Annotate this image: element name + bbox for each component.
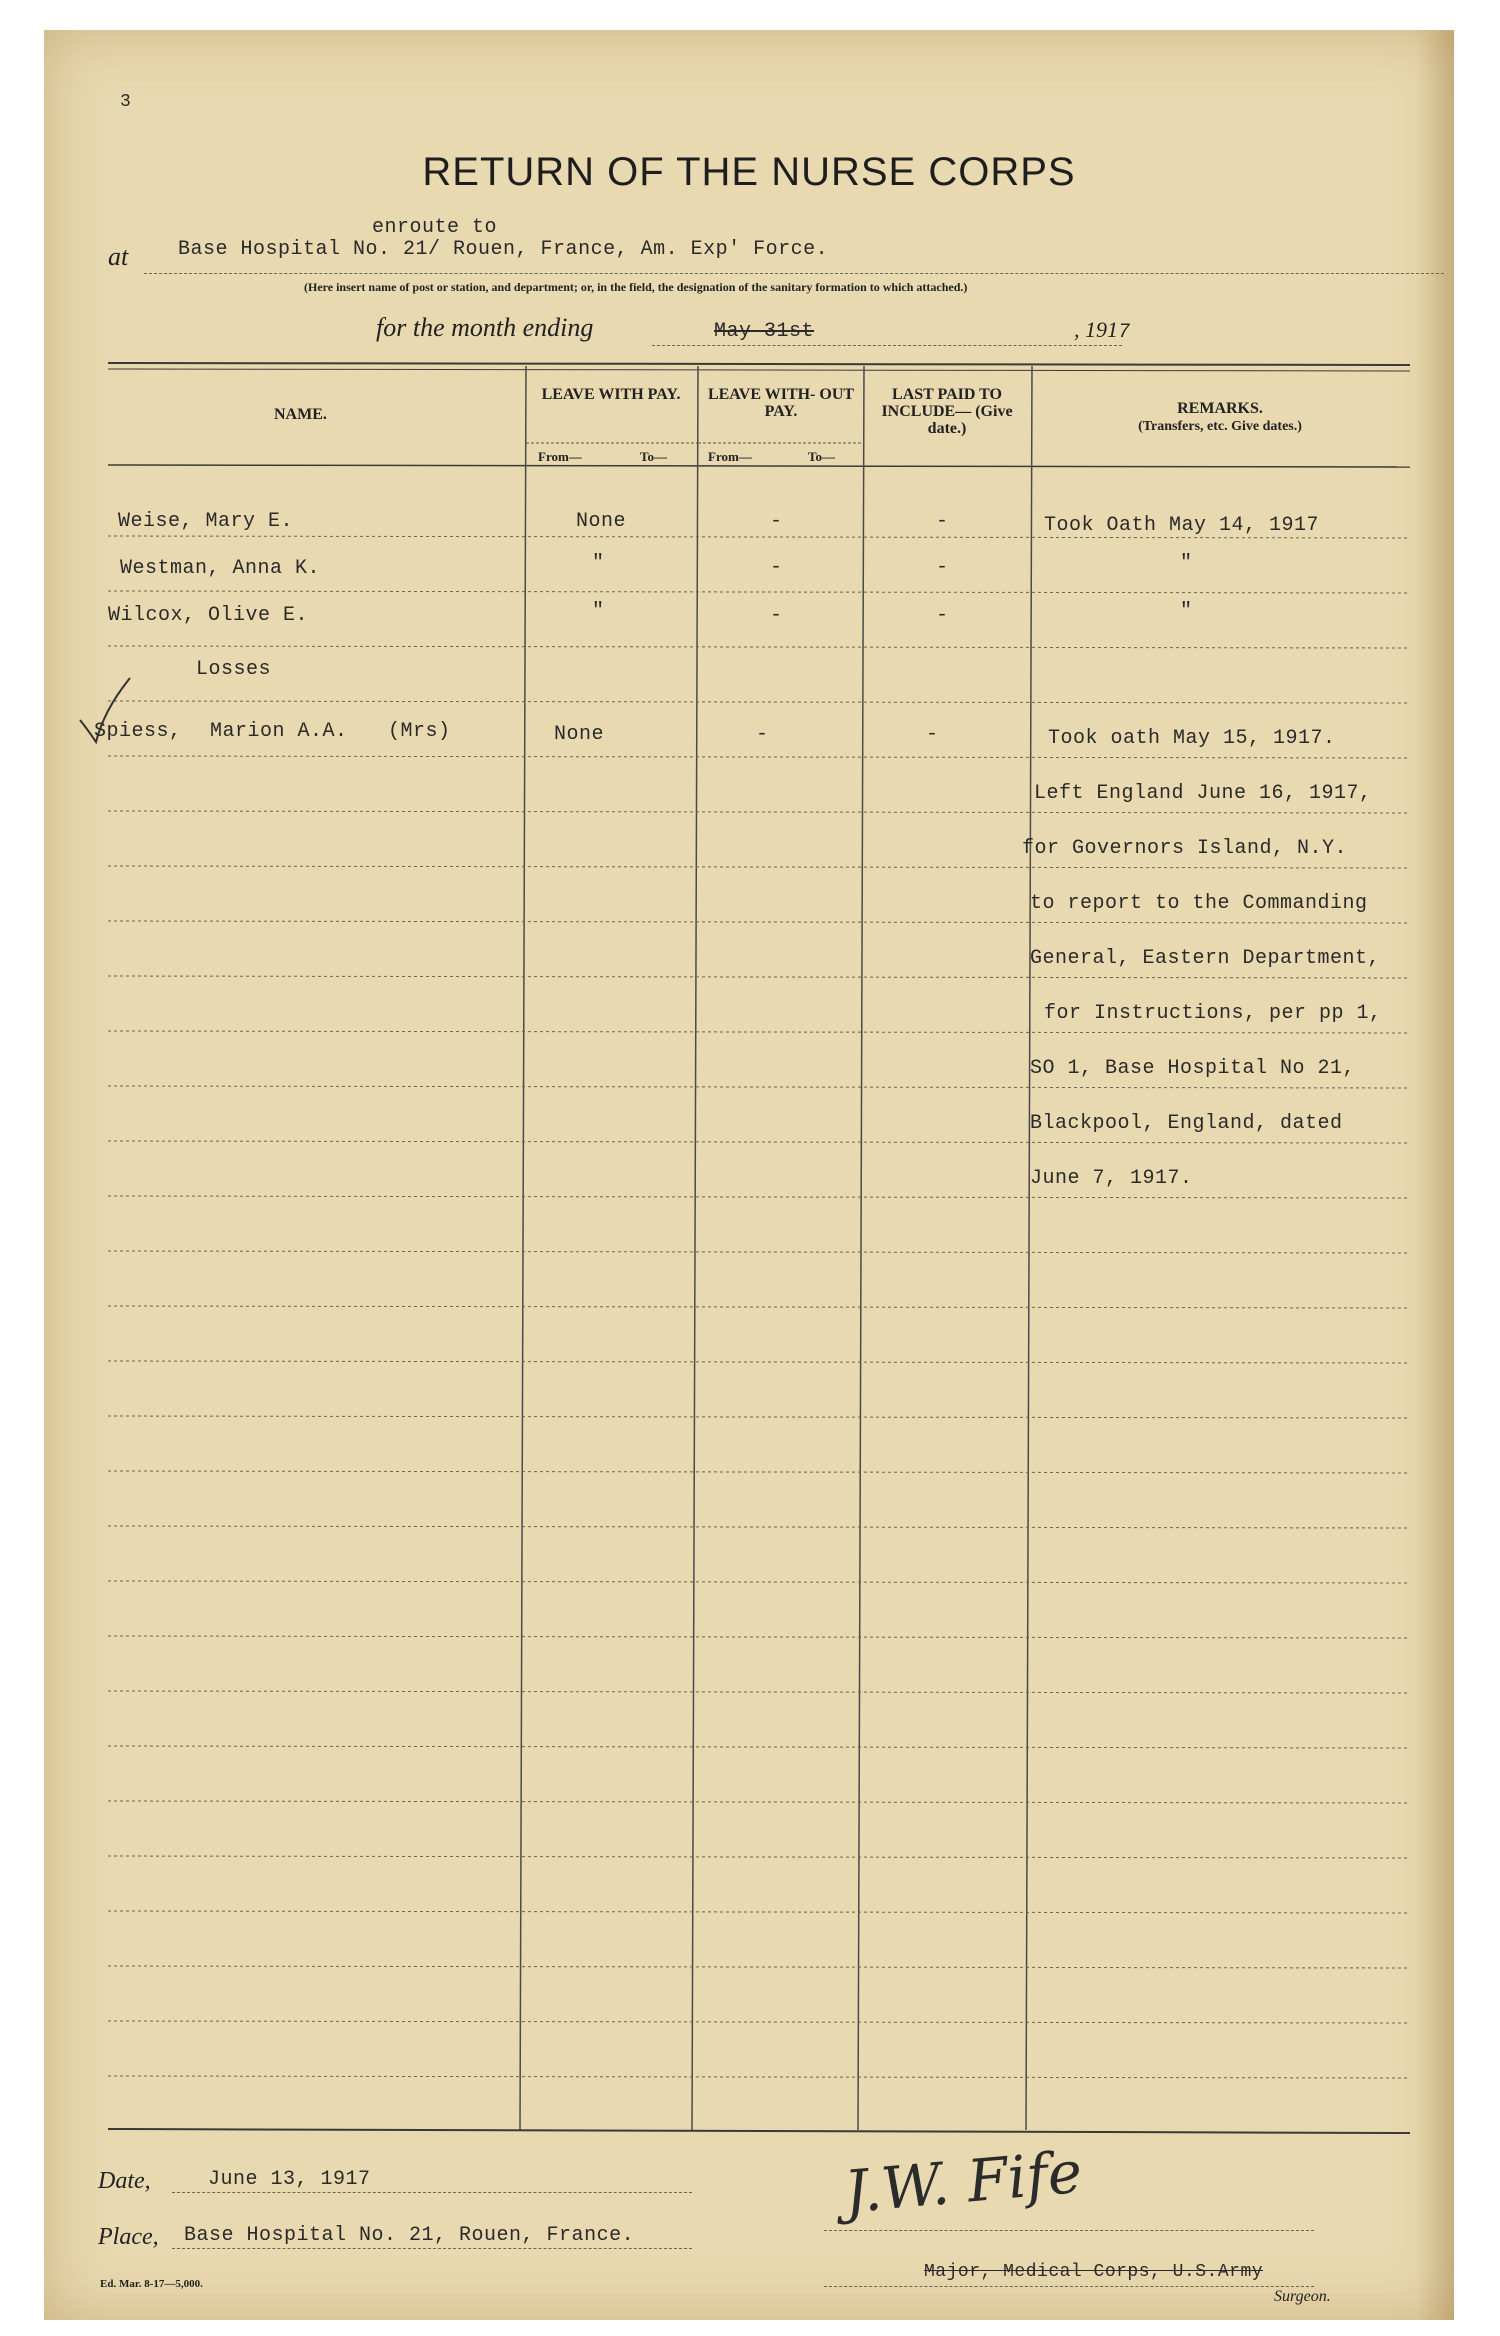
ruled-line	[108, 1636, 1410, 1638]
loss-remark-line: June 7, 1917.	[1030, 1167, 1193, 1190]
form-title: RETURN OF THE NURSE CORPS	[422, 150, 1076, 194]
signature: J.W. Fife	[841, 2137, 1085, 2227]
ruled-line	[108, 756, 1410, 758]
row-leave-without: -	[770, 510, 783, 533]
ruled-line	[108, 1306, 1410, 1308]
losses-label: Losses	[196, 658, 272, 681]
loss-remark-line: Took oath May 15, 1917.	[1048, 727, 1336, 750]
row-leave-with: None	[576, 510, 627, 533]
ruled-line	[108, 1196, 1410, 1198]
header-to-1: To—	[640, 449, 667, 464]
row-leave-with: "	[592, 600, 605, 623]
row-lines	[108, 536, 1410, 2078]
ruled-line	[108, 921, 1410, 923]
loss-name-rest: Marion A.A.	[210, 720, 348, 743]
row-name: Westman, Anna K.	[120, 557, 321, 580]
table-bottom-rule	[108, 2129, 1410, 2133]
header-top-rule-1	[108, 363, 1410, 365]
loss-remark-line: for Instructions, per pp 1,	[1044, 1002, 1382, 1025]
header-remarks-sub: (Transfers, etc. Give dates.)	[1138, 419, 1302, 434]
loss-name: Spiess,	[94, 720, 182, 743]
at-label: at	[108, 242, 129, 271]
ruled-line	[108, 1086, 1410, 1088]
ruled-line	[108, 1856, 1410, 1858]
station-instruction: (Here insert name of post or station, and department; or, in the field, the designation of the sanitary formation to which attached.)	[304, 280, 968, 294]
ruled-line	[108, 2021, 1410, 2023]
ruled-line	[108, 701, 1410, 703]
place-label: Place,	[98, 2224, 159, 2250]
date-value: June 13, 1917	[208, 2168, 371, 2191]
enroute-note: enroute to	[372, 216, 498, 239]
header-leave-without-pay: LEAVE WITH- OUT PAY.	[707, 386, 855, 420]
ruled-line	[108, 1031, 1410, 1033]
loss-remark-line: for Governors Island, N.Y.	[1022, 837, 1348, 860]
ruled-line	[108, 866, 1410, 868]
col-divider-2	[692, 366, 698, 2130]
signer-role: Surgeon.	[1274, 2288, 1331, 2305]
header-top-rule-2	[108, 369, 1410, 371]
row-remarks: "	[1180, 552, 1193, 575]
row-leave-without: -	[770, 604, 783, 627]
ledger-table	[44, 30, 1454, 2320]
signature-line	[824, 2230, 1314, 2231]
date-line	[172, 2192, 692, 2193]
month-label: for the month ending	[376, 313, 594, 342]
header-name: NAME.	[274, 406, 327, 423]
row-leave-without: -	[770, 556, 783, 579]
loss-remark-line: to report to the Commanding	[1030, 892, 1368, 915]
edition-note: Ed. Mar. 8-17—5,000.	[100, 2278, 203, 2290]
row-remarks: Took Oath May 14, 1917	[1044, 514, 1320, 537]
row-name: Weise, Mary E.	[118, 510, 294, 533]
col-divider-3	[858, 366, 864, 2130]
ruled-line	[108, 2076, 1410, 2078]
ruled-line	[108, 1911, 1410, 1913]
loss-mrs: (Mrs)	[388, 720, 451, 743]
col-divider-4	[1026, 366, 1032, 2130]
ruled-line	[108, 591, 1410, 593]
loss-remark-line: General, Eastern Department,	[1030, 947, 1381, 970]
row-name: Wilcox, Olive E.	[108, 604, 309, 627]
ruled-line	[108, 811, 1410, 813]
ruled-line	[108, 1691, 1410, 1693]
page-number: 3	[120, 92, 132, 112]
ruled-line	[108, 1581, 1410, 1583]
row-last-paid: -	[936, 510, 949, 533]
loss-last-paid: -	[926, 723, 939, 746]
ruled-line	[108, 1746, 1410, 1748]
ruled-line	[108, 1251, 1410, 1253]
header-leave-with-pay: LEAVE WITH PAY.	[541, 386, 681, 403]
ruled-line	[108, 1526, 1410, 1528]
ruled-line	[108, 1966, 1410, 1968]
loss-remark-line: Left England June 16, 1917,	[1034, 782, 1372, 805]
row-remarks: "	[1180, 600, 1193, 623]
ruled-line	[108, 1141, 1410, 1143]
loss-leave-without: -	[756, 723, 769, 746]
ruled-line	[108, 646, 1410, 648]
header-from-1: From—	[538, 449, 582, 464]
loss-leave-with: None	[554, 723, 605, 746]
ruled-line	[108, 1416, 1410, 1418]
row-last-paid: -	[936, 604, 949, 627]
date-label: Date,	[98, 2168, 151, 2194]
row-last-paid: -	[936, 556, 949, 579]
ruled-line	[108, 1471, 1410, 1473]
station-value: Base Hospital No. 21/ Rouen, France, Am. Exp' Force.	[178, 238, 829, 261]
document-sheet	[44, 30, 1454, 2320]
ruled-line	[108, 976, 1410, 978]
signer-title-line	[824, 2286, 1314, 2287]
place-value: Base Hospital No. 21, Rouen, France.	[184, 2224, 635, 2247]
place-line	[172, 2248, 692, 2249]
loss-remark-line: Blackpool, England, dated	[1030, 1112, 1343, 1135]
row-leave-with: "	[592, 552, 605, 575]
header-from-2: From—	[708, 449, 752, 464]
signer-title: Major, Medical Corps, U.S.Army	[924, 2262, 1264, 2282]
loss-remark-line: SO 1, Base Hospital No 21,	[1030, 1057, 1356, 1080]
col-divider-1	[520, 366, 526, 2130]
header-remarks: REMARKS.	[1177, 400, 1263, 417]
header-bottom-rule	[108, 465, 1410, 467]
ruled-line	[108, 1801, 1410, 1803]
header-last-paid: LAST PAID TO INCLUDE— (Give date.)	[881, 386, 1013, 437]
ruled-line	[108, 1361, 1410, 1363]
header-to-2: To—	[808, 449, 835, 464]
month-value: May 31st	[714, 320, 815, 343]
year-value: , 1917	[1074, 317, 1131, 344]
